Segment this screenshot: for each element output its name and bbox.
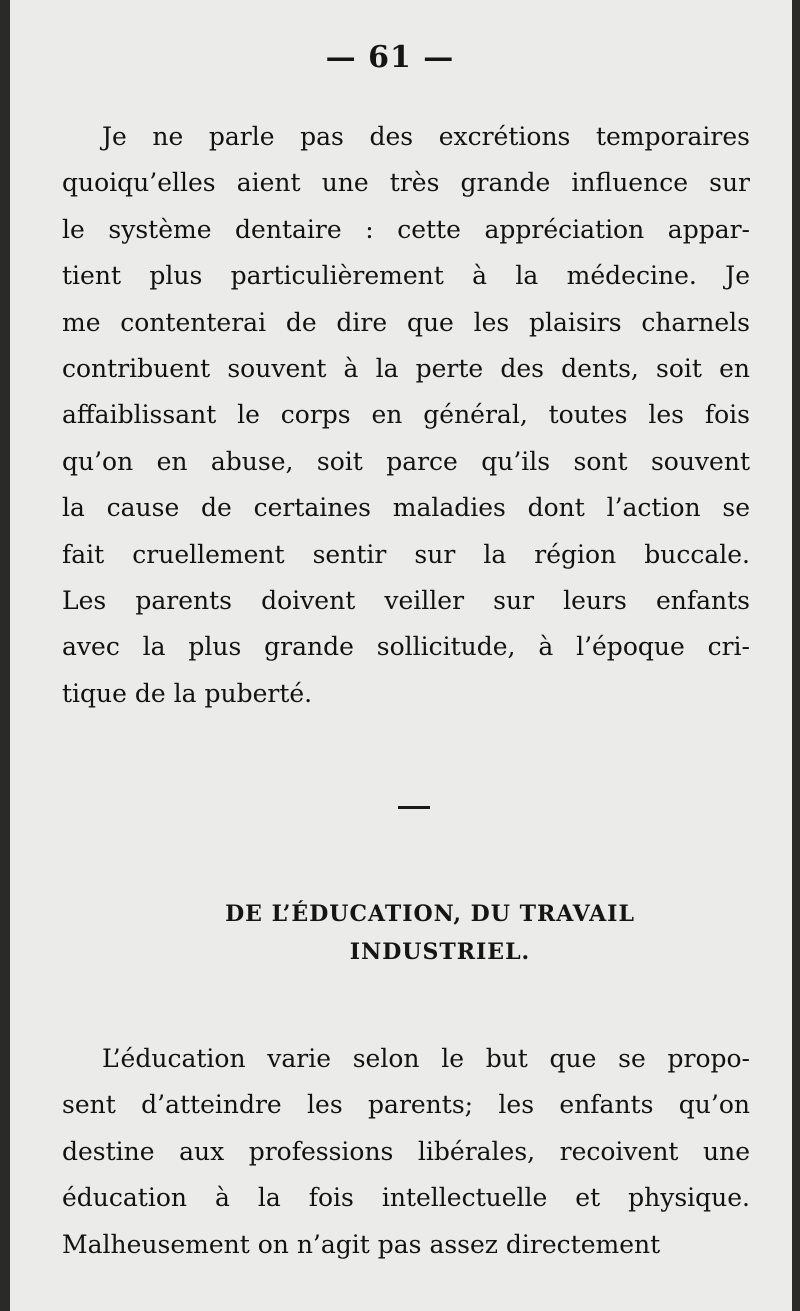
text-line: avec la plus grande sollicitude, à l’époque cri- <box>62 632 750 662</box>
section-heading-line-1: DE L’ÉDUCATION, DU TRAVAIL <box>225 901 635 927</box>
text-line: quoiqu’elles aient une très grande influence sur <box>62 168 750 198</box>
text-line: Les parents doivent veiller sur leurs enfants <box>62 585 750 615</box>
text-line: me contenterai de dire que les plaisirs charnels <box>62 307 750 337</box>
text-line: sent d’atteindre les parents; les enfants qu’on <box>62 1090 750 1120</box>
text-line: Je ne parle pas des excrétions temporaires <box>102 122 750 151</box>
text-line: tient plus particulièrement à la médecine. Je <box>62 261 750 291</box>
page-number: — 61 — <box>325 40 455 75</box>
text-line: éducation à la fois intellectuelle et physique. <box>62 1183 750 1213</box>
text-line: Malheusement on n’agit pas assez directement <box>62 1229 661 1259</box>
text-line: affaiblissant le corps en général, toutes les fois <box>62 400 750 430</box>
section-separator-rule <box>398 806 430 809</box>
section-heading <box>10 895 792 971</box>
paragraph-education <box>62 1036 750 1268</box>
paragraph-excretions <box>62 114 750 717</box>
text-line: destine aux professions libérales, recoivent une <box>62 1136 750 1166</box>
text-line: tique de la puberté. <box>62 678 313 708</box>
text-line: L’éducation varie selon le but que se propo- <box>102 1044 750 1073</box>
section-heading-line-2: INDUSTRIEL. <box>349 939 531 965</box>
text-line: qu’on en abuse, soit parce qu’ils sont souvent <box>62 446 750 476</box>
text-line: le système dentaire : cette appréciation appar- <box>62 214 750 244</box>
book-page <box>10 0 792 1311</box>
text-line: la cause de certaines maladies dont l’action se <box>62 493 750 523</box>
text-line: contribuent souvent à la perte des dents, soit en <box>62 353 750 383</box>
text-line: fait cruellement sentir sur la région buccale. <box>62 539 750 569</box>
